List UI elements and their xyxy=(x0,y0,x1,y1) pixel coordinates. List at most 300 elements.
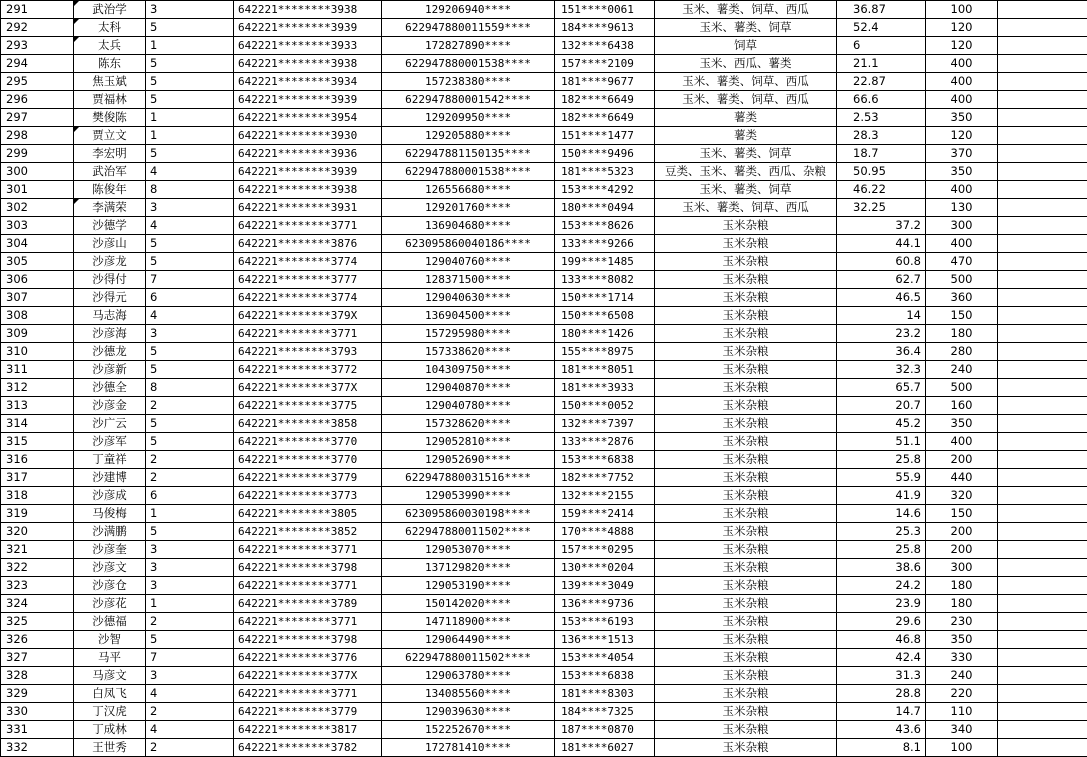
name-cell[interactable]: 沙广云 xyxy=(74,415,146,433)
amount-cell[interactable]: 150 xyxy=(926,307,998,325)
amount-cell[interactable]: 300 xyxy=(926,217,998,235)
phone-cell[interactable]: 182****6649 xyxy=(555,109,655,127)
row-number-cell[interactable]: 327 xyxy=(1,649,74,667)
crop-type-cell[interactable]: 玉米杂粮 xyxy=(655,451,837,469)
id-number-cell[interactable]: 642221********3771 xyxy=(234,685,382,703)
amount-cell[interactable]: 180 xyxy=(926,325,998,343)
amount-cell[interactable]: 120 xyxy=(926,19,998,37)
account-number-cell[interactable]: 147118900**** xyxy=(382,613,555,631)
phone-cell[interactable]: 153****4292 xyxy=(555,181,655,199)
name-cell[interactable]: 白凤飞 xyxy=(74,685,146,703)
empty-cell[interactable] xyxy=(998,199,1087,217)
row-number-cell[interactable]: 297 xyxy=(1,109,74,127)
area-cell[interactable]: 22.87 xyxy=(837,73,926,91)
name-cell[interactable]: 沙满鹏 xyxy=(74,523,146,541)
name-cell[interactable]: 沙智 xyxy=(74,631,146,649)
household-size-cell[interactable]: 2 xyxy=(146,613,234,631)
phone-cell[interactable]: 181****6027 xyxy=(555,739,655,757)
name-cell[interactable]: 沙彦文 xyxy=(74,559,146,577)
area-cell[interactable]: 55.9 xyxy=(837,469,926,487)
crop-type-cell[interactable]: 玉米杂粮 xyxy=(655,397,837,415)
id-number-cell[interactable]: 642221********3934 xyxy=(234,73,382,91)
id-number-cell[interactable]: 642221********3771 xyxy=(234,541,382,559)
account-number-cell[interactable]: 129209950**** xyxy=(382,109,555,127)
name-cell[interactable]: 丁成林 xyxy=(74,721,146,739)
crop-type-cell[interactable]: 玉米杂粮 xyxy=(655,739,837,757)
crop-type-cell[interactable]: 玉米杂粮 xyxy=(655,415,837,433)
amount-cell[interactable]: 180 xyxy=(926,595,998,613)
id-number-cell[interactable]: 642221********3939 xyxy=(234,91,382,109)
area-cell[interactable]: 14.6 xyxy=(837,505,926,523)
name-cell[interactable]: 马平 xyxy=(74,649,146,667)
phone-cell[interactable]: 182****6649 xyxy=(555,91,655,109)
row-number-cell[interactable]: 330 xyxy=(1,703,74,721)
account-number-cell[interactable]: 129052690**** xyxy=(382,451,555,469)
name-cell[interactable]: 丁童祥 xyxy=(74,451,146,469)
account-number-cell[interactable]: 172781410**** xyxy=(382,739,555,757)
name-cell[interactable]: 李满荣 xyxy=(74,199,146,217)
account-number-cell[interactable]: 129064490**** xyxy=(382,631,555,649)
account-number-cell[interactable]: 129040780**** xyxy=(382,397,555,415)
household-size-cell[interactable]: 1 xyxy=(146,37,234,55)
id-number-cell[interactable]: 642221********3770 xyxy=(234,433,382,451)
name-cell[interactable]: 沙彦新 xyxy=(74,361,146,379)
crop-type-cell[interactable]: 玉米杂粮 xyxy=(655,595,837,613)
id-number-cell[interactable]: 642221********3793 xyxy=(234,343,382,361)
household-size-cell[interactable]: 6 xyxy=(146,289,234,307)
account-number-cell[interactable]: 126556680**** xyxy=(382,181,555,199)
area-cell[interactable]: 14.7 xyxy=(837,703,926,721)
amount-cell[interactable]: 350 xyxy=(926,109,998,127)
account-number-cell[interactable]: 129206940**** xyxy=(382,1,555,19)
row-number-cell[interactable]: 291 xyxy=(1,1,74,19)
row-number-cell[interactable]: 307 xyxy=(1,289,74,307)
crop-type-cell[interactable]: 玉米、薯类、饲草、西瓜 xyxy=(655,91,837,109)
empty-cell[interactable] xyxy=(998,91,1087,109)
name-cell[interactable]: 马俊梅 xyxy=(74,505,146,523)
name-cell[interactable]: 王世秀 xyxy=(74,739,146,757)
account-number-cell[interactable]: 622947880031516**** xyxy=(382,469,555,487)
id-number-cell[interactable]: 642221********3774 xyxy=(234,289,382,307)
account-number-cell[interactable]: 623095860030198**** xyxy=(382,505,555,523)
crop-type-cell[interactable]: 玉米杂粮 xyxy=(655,685,837,703)
household-size-cell[interactable]: 2 xyxy=(146,469,234,487)
phone-cell[interactable]: 133****8082 xyxy=(555,271,655,289)
id-number-cell[interactable]: 642221********3776 xyxy=(234,649,382,667)
household-size-cell[interactable]: 4 xyxy=(146,307,234,325)
phone-cell[interactable]: 157****2109 xyxy=(555,55,655,73)
crop-type-cell[interactable]: 玉米杂粮 xyxy=(655,379,837,397)
empty-cell[interactable] xyxy=(998,451,1087,469)
household-size-cell[interactable]: 3 xyxy=(146,577,234,595)
name-cell[interactable]: 沙彦山 xyxy=(74,235,146,253)
amount-cell[interactable]: 120 xyxy=(926,37,998,55)
row-number-cell[interactable]: 316 xyxy=(1,451,74,469)
household-size-cell[interactable]: 4 xyxy=(146,163,234,181)
crop-type-cell[interactable]: 玉米杂粮 xyxy=(655,649,837,667)
account-number-cell[interactable]: 104309750**** xyxy=(382,361,555,379)
area-cell[interactable]: 32.3 xyxy=(837,361,926,379)
name-cell[interactable]: 陈东 xyxy=(74,55,146,73)
crop-type-cell[interactable]: 玉米杂粮 xyxy=(655,631,837,649)
amount-cell[interactable]: 220 xyxy=(926,685,998,703)
phone-cell[interactable]: 159****2414 xyxy=(555,505,655,523)
phone-cell[interactable]: 199****1485 xyxy=(555,253,655,271)
area-cell[interactable]: 65.7 xyxy=(837,379,926,397)
amount-cell[interactable]: 400 xyxy=(926,91,998,109)
phone-cell[interactable]: 133****9266 xyxy=(555,235,655,253)
empty-cell[interactable] xyxy=(998,685,1087,703)
amount-cell[interactable]: 400 xyxy=(926,73,998,91)
name-cell[interactable]: 沙德学 xyxy=(74,217,146,235)
name-cell[interactable]: 沙彦龙 xyxy=(74,253,146,271)
empty-cell[interactable] xyxy=(998,19,1087,37)
crop-type-cell[interactable]: 薯类 xyxy=(655,109,837,127)
account-number-cell[interactable]: 622947880001538**** xyxy=(382,55,555,73)
row-number-cell[interactable]: 332 xyxy=(1,739,74,757)
household-size-cell[interactable]: 2 xyxy=(146,703,234,721)
account-number-cell[interactable]: 129039630**** xyxy=(382,703,555,721)
amount-cell[interactable]: 240 xyxy=(926,667,998,685)
crop-type-cell[interactable]: 玉米、薯类、饲草、西瓜 xyxy=(655,73,837,91)
phone-cell[interactable]: 187****0870 xyxy=(555,721,655,739)
amount-cell[interactable]: 350 xyxy=(926,415,998,433)
row-number-cell[interactable]: 305 xyxy=(1,253,74,271)
household-size-cell[interactable]: 3 xyxy=(146,1,234,19)
phone-cell[interactable]: 153****8626 xyxy=(555,217,655,235)
account-number-cell[interactable]: 136904680**** xyxy=(382,217,555,235)
empty-cell[interactable] xyxy=(998,613,1087,631)
area-cell[interactable]: 52.4 xyxy=(837,19,926,37)
phone-cell[interactable]: 150****9496 xyxy=(555,145,655,163)
id-number-cell[interactable]: 642221********3938 xyxy=(234,1,382,19)
empty-cell[interactable] xyxy=(998,667,1087,685)
name-cell[interactable]: 马志海 xyxy=(74,307,146,325)
phone-cell[interactable]: 136****9736 xyxy=(555,595,655,613)
area-cell[interactable]: 31.3 xyxy=(837,667,926,685)
phone-cell[interactable]: 184****9613 xyxy=(555,19,655,37)
empty-cell[interactable] xyxy=(998,145,1087,163)
phone-cell[interactable]: 153****4054 xyxy=(555,649,655,667)
account-number-cell[interactable]: 157338620**** xyxy=(382,343,555,361)
area-cell[interactable]: 46.22 xyxy=(837,181,926,199)
area-cell[interactable]: 44.1 xyxy=(837,235,926,253)
empty-cell[interactable] xyxy=(998,271,1087,289)
household-size-cell[interactable]: 2 xyxy=(146,397,234,415)
household-size-cell[interactable]: 7 xyxy=(146,649,234,667)
row-number-cell[interactable]: 326 xyxy=(1,631,74,649)
id-number-cell[interactable]: 642221********3852 xyxy=(234,523,382,541)
amount-cell[interactable]: 100 xyxy=(926,739,998,757)
amount-cell[interactable]: 350 xyxy=(926,163,998,181)
crop-type-cell[interactable]: 玉米、薯类、饲草、西瓜 xyxy=(655,1,837,19)
empty-cell[interactable] xyxy=(998,397,1087,415)
area-cell[interactable]: 14 xyxy=(837,307,926,325)
household-size-cell[interactable]: 5 xyxy=(146,73,234,91)
row-number-cell[interactable]: 298 xyxy=(1,127,74,145)
area-cell[interactable]: 32.25 xyxy=(837,199,926,217)
id-number-cell[interactable]: 642221********3817 xyxy=(234,721,382,739)
name-cell[interactable]: 沙建博 xyxy=(74,469,146,487)
crop-type-cell[interactable]: 玉米杂粮 xyxy=(655,325,837,343)
empty-cell[interactable] xyxy=(998,739,1087,757)
name-cell[interactable]: 贾立文 xyxy=(74,127,146,145)
crop-type-cell[interactable]: 玉米杂粮 xyxy=(655,505,837,523)
amount-cell[interactable]: 300 xyxy=(926,559,998,577)
account-number-cell[interactable]: 157295980**** xyxy=(382,325,555,343)
amount-cell[interactable]: 330 xyxy=(926,649,998,667)
phone-cell[interactable]: 180****0494 xyxy=(555,199,655,217)
crop-type-cell[interactable]: 玉米、薯类、饲草、西瓜 xyxy=(655,199,837,217)
row-number-cell[interactable]: 324 xyxy=(1,595,74,613)
area-cell[interactable]: 18.7 xyxy=(837,145,926,163)
amount-cell[interactable]: 470 xyxy=(926,253,998,271)
row-number-cell[interactable]: 293 xyxy=(1,37,74,55)
id-number-cell[interactable]: 642221********3876 xyxy=(234,235,382,253)
id-number-cell[interactable]: 642221********3936 xyxy=(234,145,382,163)
row-number-cell[interactable]: 302 xyxy=(1,199,74,217)
area-cell[interactable]: 36.4 xyxy=(837,343,926,361)
row-number-cell[interactable]: 304 xyxy=(1,235,74,253)
phone-cell[interactable]: 153****6838 xyxy=(555,451,655,469)
household-size-cell[interactable]: 4 xyxy=(146,721,234,739)
household-size-cell[interactable]: 5 xyxy=(146,145,234,163)
household-size-cell[interactable]: 5 xyxy=(146,253,234,271)
area-cell[interactable]: 28.8 xyxy=(837,685,926,703)
name-cell[interactable]: 沙彦花 xyxy=(74,595,146,613)
household-size-cell[interactable]: 5 xyxy=(146,235,234,253)
row-number-cell[interactable]: 331 xyxy=(1,721,74,739)
row-number-cell[interactable]: 294 xyxy=(1,55,74,73)
row-number-cell[interactable]: 312 xyxy=(1,379,74,397)
id-number-cell[interactable]: 642221********3805 xyxy=(234,505,382,523)
area-cell[interactable]: 28.3 xyxy=(837,127,926,145)
row-number-cell[interactable]: 321 xyxy=(1,541,74,559)
account-number-cell[interactable]: 152252670**** xyxy=(382,721,555,739)
account-number-cell[interactable]: 136904500**** xyxy=(382,307,555,325)
amount-cell[interactable]: 500 xyxy=(926,271,998,289)
amount-cell[interactable]: 160 xyxy=(926,397,998,415)
row-number-cell[interactable]: 319 xyxy=(1,505,74,523)
row-number-cell[interactable]: 329 xyxy=(1,685,74,703)
account-number-cell[interactable]: 129053990**** xyxy=(382,487,555,505)
phone-cell[interactable]: 182****7752 xyxy=(555,469,655,487)
crop-type-cell[interactable]: 饲草 xyxy=(655,37,837,55)
amount-cell[interactable]: 130 xyxy=(926,199,998,217)
amount-cell[interactable]: 200 xyxy=(926,523,998,541)
empty-cell[interactable] xyxy=(998,307,1087,325)
phone-cell[interactable]: 130****0204 xyxy=(555,559,655,577)
empty-cell[interactable] xyxy=(998,505,1087,523)
empty-cell[interactable] xyxy=(998,181,1087,199)
area-cell[interactable]: 51.1 xyxy=(837,433,926,451)
amount-cell[interactable]: 500 xyxy=(926,379,998,397)
name-cell[interactable]: 太兵 xyxy=(74,37,146,55)
empty-cell[interactable] xyxy=(998,361,1087,379)
household-size-cell[interactable]: 5 xyxy=(146,433,234,451)
account-number-cell[interactable]: 129040630**** xyxy=(382,289,555,307)
empty-cell[interactable] xyxy=(998,577,1087,595)
id-number-cell[interactable]: 642221********3770 xyxy=(234,451,382,469)
crop-type-cell[interactable]: 玉米杂粮 xyxy=(655,361,837,379)
id-number-cell[interactable]: 642221********3771 xyxy=(234,577,382,595)
household-size-cell[interactable]: 3 xyxy=(146,559,234,577)
amount-cell[interactable]: 180 xyxy=(926,577,998,595)
area-cell[interactable]: 50.95 xyxy=(837,163,926,181)
crop-type-cell[interactable]: 玉米、薯类、饲草 xyxy=(655,145,837,163)
name-cell[interactable]: 沙彦成 xyxy=(74,487,146,505)
household-size-cell[interactable]: 1 xyxy=(146,127,234,145)
name-cell[interactable]: 沙彦军 xyxy=(74,433,146,451)
name-cell[interactable]: 沙得元 xyxy=(74,289,146,307)
account-number-cell[interactable]: 137129820**** xyxy=(382,559,555,577)
phone-cell[interactable]: 155****8975 xyxy=(555,343,655,361)
phone-cell[interactable]: 170****4888 xyxy=(555,523,655,541)
empty-cell[interactable] xyxy=(998,595,1087,613)
empty-cell[interactable] xyxy=(998,73,1087,91)
account-number-cell[interactable]: 134085560**** xyxy=(382,685,555,703)
account-number-cell[interactable]: 622947880011559**** xyxy=(382,19,555,37)
name-cell[interactable]: 沙得付 xyxy=(74,271,146,289)
crop-type-cell[interactable]: 玉米杂粮 xyxy=(655,271,837,289)
empty-cell[interactable] xyxy=(998,649,1087,667)
row-number-cell[interactable]: 308 xyxy=(1,307,74,325)
id-number-cell[interactable]: 642221********3930 xyxy=(234,127,382,145)
account-number-cell[interactable]: 129040760**** xyxy=(382,253,555,271)
amount-cell[interactable]: 370 xyxy=(926,145,998,163)
id-number-cell[interactable]: 642221********3954 xyxy=(234,109,382,127)
id-number-cell[interactable]: 642221********3771 xyxy=(234,613,382,631)
account-number-cell[interactable]: 622947881150135**** xyxy=(382,145,555,163)
crop-type-cell[interactable]: 玉米杂粮 xyxy=(655,307,837,325)
phone-cell[interactable]: 184****7325 xyxy=(555,703,655,721)
empty-cell[interactable] xyxy=(998,343,1087,361)
empty-cell[interactable] xyxy=(998,217,1087,235)
household-size-cell[interactable]: 5 xyxy=(146,631,234,649)
amount-cell[interactable]: 440 xyxy=(926,469,998,487)
row-number-cell[interactable]: 322 xyxy=(1,559,74,577)
id-number-cell[interactable]: 642221********3779 xyxy=(234,469,382,487)
id-number-cell[interactable]: 642221********377X xyxy=(234,667,382,685)
name-cell[interactable]: 沙德福 xyxy=(74,613,146,631)
area-cell[interactable]: 42.4 xyxy=(837,649,926,667)
id-number-cell[interactable]: 642221********377X xyxy=(234,379,382,397)
amount-cell[interactable]: 350 xyxy=(926,631,998,649)
row-number-cell[interactable]: 315 xyxy=(1,433,74,451)
area-cell[interactable]: 46.8 xyxy=(837,631,926,649)
id-number-cell[interactable]: 642221********3773 xyxy=(234,487,382,505)
crop-type-cell[interactable]: 玉米、薯类、饲草 xyxy=(655,19,837,37)
row-number-cell[interactable]: 311 xyxy=(1,361,74,379)
id-number-cell[interactable]: 642221********3779 xyxy=(234,703,382,721)
crop-type-cell[interactable]: 玉米杂粮 xyxy=(655,433,837,451)
name-cell[interactable]: 沙彦金 xyxy=(74,397,146,415)
area-cell[interactable]: 25.8 xyxy=(837,451,926,469)
area-cell[interactable]: 25.3 xyxy=(837,523,926,541)
area-cell[interactable]: 8.1 xyxy=(837,739,926,757)
household-size-cell[interactable]: 6 xyxy=(146,487,234,505)
amount-cell[interactable]: 240 xyxy=(926,361,998,379)
id-number-cell[interactable]: 642221********3939 xyxy=(234,19,382,37)
household-size-cell[interactable]: 5 xyxy=(146,361,234,379)
empty-cell[interactable] xyxy=(998,631,1087,649)
empty-cell[interactable] xyxy=(998,325,1087,343)
account-number-cell[interactable]: 129053190**** xyxy=(382,577,555,595)
area-cell[interactable]: 38.6 xyxy=(837,559,926,577)
crop-type-cell[interactable]: 玉米杂粮 xyxy=(655,289,837,307)
phone-cell[interactable]: 181****3933 xyxy=(555,379,655,397)
amount-cell[interactable]: 200 xyxy=(926,451,998,469)
name-cell[interactable]: 武治军 xyxy=(74,163,146,181)
amount-cell[interactable]: 280 xyxy=(926,343,998,361)
row-number-cell[interactable]: 303 xyxy=(1,217,74,235)
name-cell[interactable]: 太科 xyxy=(74,19,146,37)
phone-cell[interactable]: 151****0061 xyxy=(555,1,655,19)
crop-type-cell[interactable]: 玉米杂粮 xyxy=(655,559,837,577)
account-number-cell[interactable]: 129063780**** xyxy=(382,667,555,685)
amount-cell[interactable]: 200 xyxy=(926,541,998,559)
name-cell[interactable]: 沙德全 xyxy=(74,379,146,397)
phone-cell[interactable]: 133****2876 xyxy=(555,433,655,451)
id-number-cell[interactable]: 642221********3931 xyxy=(234,199,382,217)
account-number-cell[interactable]: 129053070**** xyxy=(382,541,555,559)
phone-cell[interactable]: 136****1513 xyxy=(555,631,655,649)
row-number-cell[interactable]: 328 xyxy=(1,667,74,685)
empty-cell[interactable] xyxy=(998,523,1087,541)
area-cell[interactable]: 25.8 xyxy=(837,541,926,559)
id-number-cell[interactable]: 642221********3771 xyxy=(234,217,382,235)
name-cell[interactable]: 李宏明 xyxy=(74,145,146,163)
area-cell[interactable]: 23.9 xyxy=(837,595,926,613)
id-number-cell[interactable]: 642221********3938 xyxy=(234,55,382,73)
area-cell[interactable]: 37.2 xyxy=(837,217,926,235)
phone-cell[interactable]: 153****6838 xyxy=(555,667,655,685)
empty-cell[interactable] xyxy=(998,559,1087,577)
empty-cell[interactable] xyxy=(998,379,1087,397)
account-number-cell[interactable]: 128371500**** xyxy=(382,271,555,289)
name-cell[interactable]: 丁汉虎 xyxy=(74,703,146,721)
account-number-cell[interactable]: 623095860040186**** xyxy=(382,235,555,253)
empty-cell[interactable] xyxy=(998,253,1087,271)
crop-type-cell[interactable]: 玉米杂粮 xyxy=(655,667,837,685)
household-size-cell[interactable]: 2 xyxy=(146,739,234,757)
account-number-cell[interactable]: 129201760**** xyxy=(382,199,555,217)
area-cell[interactable]: 41.9 xyxy=(837,487,926,505)
empty-cell[interactable] xyxy=(998,1,1087,19)
empty-cell[interactable] xyxy=(998,55,1087,73)
row-number-cell[interactable]: 318 xyxy=(1,487,74,505)
account-number-cell[interactable]: 622947880011502**** xyxy=(382,523,555,541)
area-cell[interactable]: 20.7 xyxy=(837,397,926,415)
name-cell[interactable]: 樊俊陈 xyxy=(74,109,146,127)
row-number-cell[interactable]: 310 xyxy=(1,343,74,361)
amount-cell[interactable]: 110 xyxy=(926,703,998,721)
household-size-cell[interactable]: 3 xyxy=(146,325,234,343)
crop-type-cell[interactable]: 薯类 xyxy=(655,127,837,145)
account-number-cell[interactable]: 129040870**** xyxy=(382,379,555,397)
household-size-cell[interactable]: 5 xyxy=(146,55,234,73)
household-size-cell[interactable]: 5 xyxy=(146,415,234,433)
area-cell[interactable]: 60.8 xyxy=(837,253,926,271)
crop-type-cell[interactable]: 玉米、西瓜、薯类 xyxy=(655,55,837,73)
area-cell[interactable]: 23.2 xyxy=(837,325,926,343)
account-number-cell[interactable]: 622947880011502**** xyxy=(382,649,555,667)
id-number-cell[interactable]: 642221********3777 xyxy=(234,271,382,289)
phone-cell[interactable]: 153****6193 xyxy=(555,613,655,631)
account-number-cell[interactable]: 622947880001542**** xyxy=(382,91,555,109)
row-number-cell[interactable]: 306 xyxy=(1,271,74,289)
id-number-cell[interactable]: 642221********3939 xyxy=(234,163,382,181)
